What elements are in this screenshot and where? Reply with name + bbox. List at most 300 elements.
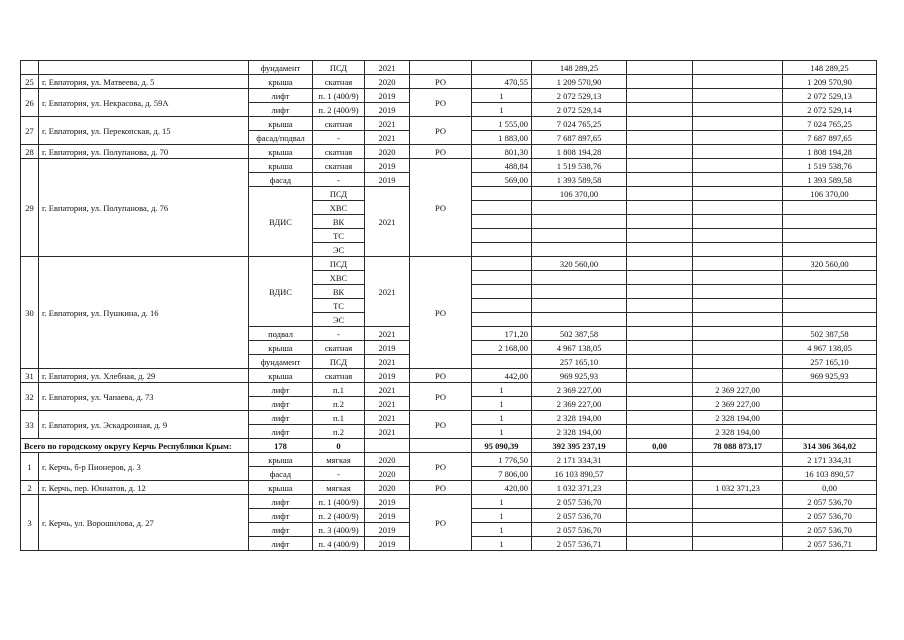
table-cell: ТС (313, 299, 365, 313)
table-cell (627, 369, 693, 383)
table-cell (627, 61, 693, 75)
table-cell: 969 925,93 (532, 369, 627, 383)
table-cell (693, 187, 783, 201)
table-cell (627, 229, 693, 243)
table-cell (532, 201, 627, 215)
table-cell: 29 (21, 159, 39, 257)
table-cell: 2020 (365, 145, 410, 159)
table-cell: 2 057 536,70 (532, 509, 627, 523)
table-cell: фундамент (249, 61, 313, 75)
table-row (21, 369, 877, 383)
table-cell: 1 209 570,90 (783, 75, 877, 89)
table-cell: ВДИС (249, 187, 313, 257)
table-cell (693, 215, 783, 229)
table-cell: - (313, 173, 365, 187)
table-cell (627, 145, 693, 159)
table-row (21, 495, 877, 509)
table-cell (627, 495, 693, 509)
table-cell: г. Керчь, б-р Пионеров, д. 3 (39, 453, 249, 481)
table-cell: 2019 (365, 537, 410, 551)
table-cell: крыша (249, 117, 313, 131)
table-cell: крыша (249, 145, 313, 159)
table-cell: 1 519 538,76 (532, 159, 627, 173)
table-row (21, 145, 877, 159)
table-cell (693, 285, 783, 299)
table-cell: 2019 (365, 523, 410, 537)
table-cell (627, 355, 693, 369)
table-cell: скатная (313, 117, 365, 131)
table-cell: - (313, 467, 365, 481)
table-cell (693, 327, 783, 341)
table-cell (627, 173, 693, 187)
table-cell: 1 555,00 (472, 117, 532, 131)
table-cell: г. Евпатория, ул. Матвеева, д. 5 (39, 75, 249, 89)
table-cell: 502 387,58 (783, 327, 877, 341)
table-cell: 2 (21, 481, 39, 495)
table-cell: 2021 (365, 355, 410, 369)
table-cell (693, 313, 783, 327)
table-cell: 470,55 (472, 75, 532, 89)
table-cell: 1 (472, 397, 532, 411)
table-cell: крыша (249, 341, 313, 355)
table-cell (472, 299, 532, 313)
table-cell: 1 (472, 537, 532, 551)
table-cell: мягкая (313, 453, 365, 467)
table-cell: г. Керчь, пер. Юннатов, д. 12 (39, 481, 249, 495)
table-row (21, 61, 877, 75)
table-cell: 2 057 536,70 (783, 495, 877, 509)
table-cell: 4 967 138,05 (783, 341, 877, 355)
table-cell (693, 243, 783, 257)
table-cell (627, 397, 693, 411)
table-cell: 1 (472, 103, 532, 117)
table-cell: 7 024 765,25 (532, 117, 627, 131)
table-cell (472, 257, 532, 271)
table-cell (627, 509, 693, 523)
table-cell: 2 369 227,00 (693, 383, 783, 397)
table-cell (693, 173, 783, 187)
table-cell: мягкая (313, 481, 365, 495)
table-cell: РО (410, 481, 472, 495)
table-cell: 2 057 536,70 (532, 523, 627, 537)
table-cell: 2019 (365, 173, 410, 187)
table-cell: 7 806,00 (472, 467, 532, 481)
table-cell (532, 285, 627, 299)
table-cell (783, 411, 877, 425)
table-cell: ВК (313, 285, 365, 299)
table-cell: 2 328 194,00 (693, 411, 783, 425)
table-cell (472, 61, 532, 75)
table-cell: 16 103 890,57 (532, 467, 627, 481)
table-cell (627, 103, 693, 117)
table-cell: 1 (472, 89, 532, 103)
table-cell: лифт (249, 383, 313, 397)
table-cell (627, 383, 693, 397)
table-cell: 2 369 227,00 (532, 383, 627, 397)
table-cell (472, 271, 532, 285)
table-cell (783, 243, 877, 257)
table-cell: лифт (249, 103, 313, 117)
table-cell (627, 341, 693, 355)
table-cell: фасад (249, 467, 313, 481)
table-cell (627, 453, 693, 467)
table-cell (627, 467, 693, 481)
table-cell (693, 257, 783, 271)
table-cell: г. Евпатория, ул. Перекопская, д. 15 (39, 117, 249, 145)
table-cell: ВДИС (249, 257, 313, 327)
table-cell: 25 (21, 75, 39, 89)
table-cell (783, 313, 877, 327)
table-cell: 969 925,93 (783, 369, 877, 383)
table-cell: скатная (313, 369, 365, 383)
table-cell: 0 (313, 439, 365, 453)
table-cell: крыша (249, 481, 313, 495)
table-cell: крыша (249, 159, 313, 173)
table-cell: РО (410, 411, 472, 439)
table-cell: 320 560,00 (532, 257, 627, 271)
table-cell (627, 271, 693, 285)
table-cell: РО (410, 495, 472, 551)
table-cell: 148 289,25 (532, 61, 627, 75)
table-cell: 257 165,10 (783, 355, 877, 369)
table-cell: 2 171 334,31 (783, 453, 877, 467)
table-cell (627, 537, 693, 551)
table-cell (627, 117, 693, 131)
table-cell: 2020 (365, 453, 410, 467)
table-cell (410, 439, 472, 453)
table-cell (693, 159, 783, 173)
table-row (21, 75, 877, 89)
table-cell: 2 328 194,00 (532, 425, 627, 439)
table-cell: 320 560,00 (783, 257, 877, 271)
table-cell: РО (410, 117, 472, 145)
table-cell: 1 (472, 523, 532, 537)
table-cell: 95 090,39 (472, 439, 532, 453)
table-cell (693, 131, 783, 145)
table-cell: ХВС (313, 201, 365, 215)
table-cell: 171,20 (472, 327, 532, 341)
table-cell: ПСД (313, 61, 365, 75)
table-cell: 2 328 194,00 (532, 411, 627, 425)
table-cell: 78 088 873,17 (693, 439, 783, 453)
table-cell: ПСД (313, 355, 365, 369)
table-cell: 502 387,58 (532, 327, 627, 341)
table-cell: 2 369 227,00 (693, 397, 783, 411)
table-cell (783, 383, 877, 397)
table-cell (472, 355, 532, 369)
table-cell: РО (410, 369, 472, 383)
table-cell: 420,00 (472, 481, 532, 495)
table-cell: 7 024 765,25 (783, 117, 877, 131)
table-cell: крыша (249, 453, 313, 467)
table-cell: 2 168,00 (472, 341, 532, 355)
table-row (21, 117, 877, 131)
table-body (21, 61, 877, 551)
table-cell: 2019 (365, 369, 410, 383)
table-cell (693, 103, 783, 117)
table-cell: скатная (313, 159, 365, 173)
table-cell: 16 103 890,57 (783, 467, 877, 481)
table-cell (627, 89, 693, 103)
table-row (21, 89, 877, 103)
table-cell (472, 243, 532, 257)
table-cell: 2021 (365, 397, 410, 411)
table-cell (532, 299, 627, 313)
table-row (21, 383, 877, 397)
table-cell: РО (410, 257, 472, 369)
table-cell (627, 131, 693, 145)
table-cell: 30 (21, 257, 39, 369)
table-cell: фундамент (249, 355, 313, 369)
table-cell: 1 393 589,58 (783, 173, 877, 187)
table-cell (783, 285, 877, 299)
table-cell (627, 313, 693, 327)
table-cell: 0,00 (783, 481, 877, 495)
table-cell: 2 072 529,14 (532, 103, 627, 117)
table-cell (21, 61, 39, 75)
table-cell: 1 (472, 383, 532, 397)
table-cell: г. Евпатория, ул. Пушкина, д. 16 (39, 257, 249, 369)
table-cell: 2 057 536,71 (783, 537, 877, 551)
table-cell: 2019 (365, 89, 410, 103)
table-cell: ПСД (313, 187, 365, 201)
table-cell: 2021 (365, 187, 410, 257)
table-cell (693, 145, 783, 159)
table-row (21, 439, 877, 453)
table-cell: 2 328 194,00 (693, 425, 783, 439)
table-cell: 106 370,00 (532, 187, 627, 201)
table-cell: 33 (21, 411, 39, 439)
table-cell: крыша (249, 75, 313, 89)
table-cell: лифт (249, 523, 313, 537)
table-cell: ТС (313, 229, 365, 243)
table-cell: п. 3 (400/9) (313, 523, 365, 537)
table-cell: 7 687 897,65 (783, 131, 877, 145)
table-cell: ЭС (313, 313, 365, 327)
table-cell: 26 (21, 89, 39, 117)
table-cell (693, 537, 783, 551)
table-cell: 1 (21, 453, 39, 481)
table-cell: 2020 (365, 481, 410, 495)
table-row (21, 159, 877, 173)
table-cell: - (313, 327, 365, 341)
table-cell (472, 313, 532, 327)
table-cell: ХВС (313, 271, 365, 285)
table-cell: 28 (21, 145, 39, 159)
table-cell: 2019 (365, 341, 410, 355)
table-cell: п.1 (313, 411, 365, 425)
table-cell: 2 072 529,14 (783, 103, 877, 117)
table-cell: 1 776,50 (472, 453, 532, 467)
table-cell: РО (410, 159, 472, 257)
table-cell: 7 687 897,65 (532, 131, 627, 145)
table-cell: 106 370,00 (783, 187, 877, 201)
table-cell: РО (410, 89, 472, 117)
table-cell: 2021 (365, 131, 410, 145)
table-cell (532, 313, 627, 327)
table-cell: 2 057 536,70 (783, 509, 877, 523)
table-cell: 31 (21, 369, 39, 383)
table-cell (627, 75, 693, 89)
table-cell (627, 481, 693, 495)
table-cell (472, 229, 532, 243)
table-row (21, 411, 877, 425)
table-cell: 442,00 (472, 369, 532, 383)
table-cell: РО (410, 75, 472, 89)
table-cell: 2019 (365, 159, 410, 173)
table-cell: 2021 (365, 425, 410, 439)
table-cell (627, 257, 693, 271)
table-cell: лифт (249, 397, 313, 411)
table-cell: 1 032 371,23 (532, 481, 627, 495)
table-cell (532, 215, 627, 229)
table-cell (783, 271, 877, 285)
table-cell (693, 355, 783, 369)
table-cell (627, 523, 693, 537)
table-cell: г. Евпатория, ул. Хлебная, д. 29 (39, 369, 249, 383)
table-cell (693, 467, 783, 481)
table-cell: г. Керчь, ул. Ворошилова, д. 27 (39, 495, 249, 551)
table-cell: 178 (249, 439, 313, 453)
table-cell: РО (410, 145, 472, 159)
table-cell: 2020 (365, 467, 410, 481)
table-cell (39, 61, 249, 75)
table-cell: 1 (472, 425, 532, 439)
table-cell (783, 201, 877, 215)
table-cell (693, 229, 783, 243)
table-cell: лифт (249, 509, 313, 523)
table-cell (472, 187, 532, 201)
table-cell (693, 75, 783, 89)
table-cell: 569,00 (472, 173, 532, 187)
table-cell: 2021 (365, 411, 410, 425)
table-cell: скатная (313, 145, 365, 159)
table-cell (627, 411, 693, 425)
table-cell: скатная (313, 75, 365, 89)
table-cell (693, 271, 783, 285)
table-cell (627, 243, 693, 257)
table-cell: 1 808 194,28 (783, 145, 877, 159)
table-cell: лифт (249, 411, 313, 425)
table-cell (627, 159, 693, 173)
table-cell: 2019 (365, 509, 410, 523)
table-cell: п.2 (313, 425, 365, 439)
table-cell (627, 299, 693, 313)
table-cell: 2019 (365, 495, 410, 509)
table-cell (627, 187, 693, 201)
table-cell (693, 341, 783, 355)
table-cell (693, 299, 783, 313)
table-cell: п. 4 (400/9) (313, 537, 365, 551)
table-cell: 32 (21, 383, 39, 411)
table-cell: 1 (472, 509, 532, 523)
table-cell (627, 215, 693, 229)
table-cell (693, 495, 783, 509)
table-cell (365, 439, 410, 453)
table-cell: 4 967 138,05 (532, 341, 627, 355)
table-cell: 1 808 194,28 (532, 145, 627, 159)
table-cell (693, 523, 783, 537)
table-row (21, 481, 877, 495)
table-cell: 2 072 529,13 (532, 89, 627, 103)
table-cell: 148 289,25 (783, 61, 877, 75)
table-cell: 257 165,10 (532, 355, 627, 369)
table-cell (783, 397, 877, 411)
table-cell: 0,00 (627, 439, 693, 453)
table-cell: 392 395 237,19 (532, 439, 627, 453)
table-cell: 1 393 589,58 (532, 173, 627, 187)
table-cell: 2 057 536,71 (532, 537, 627, 551)
table-cell: 2021 (365, 117, 410, 131)
table-cell: фасад/подвал (249, 131, 313, 145)
table-cell: лифт (249, 495, 313, 509)
table-cell: ЭС (313, 243, 365, 257)
table-cell: 2 057 536,70 (783, 523, 877, 537)
capital-repair-table (20, 60, 877, 551)
table-cell: фасад (249, 173, 313, 187)
table-cell: скатная (313, 341, 365, 355)
table-cell (627, 285, 693, 299)
table-row (21, 257, 877, 271)
table-cell (532, 271, 627, 285)
table-cell: 801,30 (472, 145, 532, 159)
table-cell (410, 61, 472, 75)
table-cell (693, 369, 783, 383)
table-cell: Всего по городскому округу Керчь Республики Крым: (21, 439, 249, 453)
table-cell: РО (410, 453, 472, 481)
table-cell: 2 369 227,00 (532, 397, 627, 411)
table-cell: 2021 (365, 327, 410, 341)
table-cell: лифт (249, 425, 313, 439)
table-cell (693, 117, 783, 131)
table-cell (693, 509, 783, 523)
table-cell: 27 (21, 117, 39, 145)
table-cell (532, 229, 627, 243)
table-cell: г. Евпатория, ул. Эскадронная, д. 9 (39, 411, 249, 439)
table-cell: п. 2 (400/9) (313, 509, 365, 523)
table-cell: п.2 (313, 397, 365, 411)
table-cell: - (313, 131, 365, 145)
table-cell: РО (410, 383, 472, 411)
table-cell: 1 (472, 495, 532, 509)
table-cell (783, 229, 877, 243)
table-cell (783, 299, 877, 313)
table-cell: 2021 (365, 383, 410, 397)
table-cell: 2021 (365, 61, 410, 75)
table-cell: ПСД (313, 257, 365, 271)
table-cell: г. Евпатория, ул. Полупанова, д. 70 (39, 145, 249, 159)
table-cell: ВК (313, 215, 365, 229)
table-cell: п.1 (313, 383, 365, 397)
table-cell (472, 201, 532, 215)
table-cell: 488,84 (472, 159, 532, 173)
table-cell: 1 032 371,23 (693, 481, 783, 495)
table-cell (693, 453, 783, 467)
table-cell (783, 425, 877, 439)
table-cell: крыша (249, 369, 313, 383)
table-cell: 1 (472, 411, 532, 425)
table-cell: 2 072 529,13 (783, 89, 877, 103)
table-cell: 1 883,00 (472, 131, 532, 145)
table-cell: п. 1 (400/9) (313, 89, 365, 103)
table-cell (693, 201, 783, 215)
table-cell (627, 425, 693, 439)
table-cell: г. Евпатория, ул. Полупанова, д. 76 (39, 159, 249, 257)
table-cell: 2019 (365, 103, 410, 117)
table-cell (472, 215, 532, 229)
table-cell (627, 201, 693, 215)
table-cell: подвал (249, 327, 313, 341)
